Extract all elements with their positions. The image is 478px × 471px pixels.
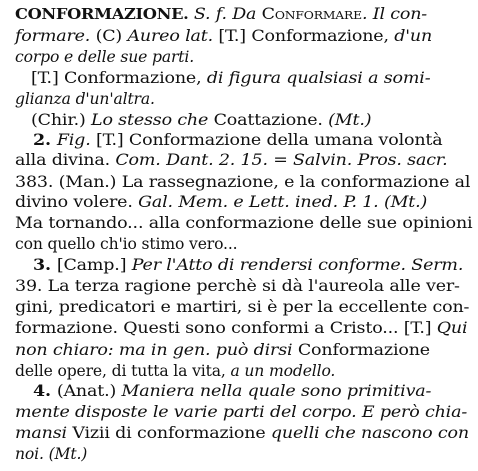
- entry-text: Coattazione.: [213, 111, 329, 129]
- entry-line: [33, 255, 463, 275]
- entry-text: divino volere.: [15, 193, 139, 211]
- entry-line: [15, 444, 87, 464]
- entry-line: [33, 130, 443, 150]
- entry-text: [T.] Conformazione,: [31, 69, 207, 87]
- entry-text: (Anat.): [56, 382, 122, 400]
- entry-text: gini, predicatori e martiri, si è per la eccellente con-: [15, 298, 470, 316]
- entry-text: . Il con-: [361, 5, 428, 23]
- entry-line: [15, 318, 467, 338]
- entry-line: [31, 68, 430, 88]
- entry-text: (C): [95, 27, 128, 45]
- entry-line: [15, 276, 460, 296]
- entry-text: Conformare: [261, 5, 362, 23]
- entry-text: delle opere, di tutta la vita,: [15, 362, 231, 380]
- entry-line: [15, 340, 430, 360]
- entry-line: [15, 192, 427, 212]
- entry-text: [Camp.]: [56, 256, 132, 274]
- entry-text: 2.: [33, 130, 57, 149]
- entry-text: con quello ch'io stimo vero...: [15, 235, 238, 253]
- entry-text: [T.] Conformazione,: [218, 27, 395, 45]
- entry-line: [33, 381, 431, 401]
- entry-text: (Mt.): [328, 111, 372, 129]
- entry-text: mente disposte le varie parti del corpo. E però chia-: [15, 403, 468, 421]
- entry-text: S. f. Da: [188, 5, 262, 23]
- entry-text: 4.: [33, 381, 57, 400]
- entry-text: 383. (Man.) La rassegnazione, e la conformazione al: [15, 173, 471, 191]
- entry-text: glianza d'un'altra.: [15, 90, 155, 108]
- entry-line: [31, 110, 371, 130]
- entry-text: Gal. Mem. e Lett. ined. P. 1. (Mt.): [138, 193, 428, 211]
- entry-text: di figura qualsiasi a somi-: [206, 69, 431, 87]
- entry-text: Lo stesso che: [91, 111, 214, 129]
- entry-text: Com. Dant. 2. 15. = Salvin. Pros. sacr.: [115, 151, 448, 169]
- entry-line: [15, 361, 335, 381]
- entry-text: quelli che nascono con: [270, 424, 469, 442]
- entry-line: [15, 4, 427, 24]
- entry-text: 3.: [33, 255, 57, 274]
- entry-text: corpo e delle sue parti.: [15, 48, 195, 66]
- entry-text: a un modello.: [230, 362, 336, 380]
- entry-line: [15, 213, 472, 233]
- entry-text: non chiaro: ma in gen. può dirsi: [15, 341, 298, 359]
- entry-text: alla divina.: [15, 151, 116, 169]
- entry-line: [15, 297, 469, 317]
- entry-text: mansi: [15, 424, 73, 442]
- entry-text: Ma tornando... alla conformazione delle sue opinioni: [15, 214, 473, 232]
- entry-text: formazione. Questi sono conformi a Cristo... [T.]: [15, 319, 437, 337]
- entry-line: [15, 423, 469, 443]
- entry-text: CONFORMAZIONE.: [15, 6, 189, 23]
- entry-text: 39. La terza ragione perchè si dà l'aureola alle ver-: [15, 277, 460, 295]
- entry-text: Conformazione: [297, 341, 430, 359]
- entry-text: Aureo lat.: [127, 27, 219, 45]
- entry-line: [15, 402, 467, 422]
- entry-text: Maniera nella quale sono primitiva-: [121, 382, 432, 400]
- entry-line: [15, 47, 194, 67]
- entry-line: [15, 172, 470, 192]
- entry-text: (Mt.): [48, 445, 88, 463]
- entry-line: [15, 234, 237, 254]
- entry-text: Vizii di conformazione: [72, 424, 271, 442]
- entry-line: [15, 150, 447, 170]
- entry-text: Qui: [436, 319, 468, 337]
- entry-text: d'un: [394, 27, 433, 45]
- entry-line: [15, 89, 155, 109]
- entry-text: noi.: [15, 445, 49, 463]
- entry-text: Fig.: [56, 131, 96, 149]
- entry-text: (Chir.): [31, 111, 92, 129]
- entry-text: formare.: [15, 27, 96, 45]
- entry-text: Per l'Atto di rendersi conforme. Serm.: [131, 256, 464, 274]
- entry-line: [15, 26, 432, 46]
- entry-text: [T.] Conformazione della umana volontà: [95, 131, 443, 149]
